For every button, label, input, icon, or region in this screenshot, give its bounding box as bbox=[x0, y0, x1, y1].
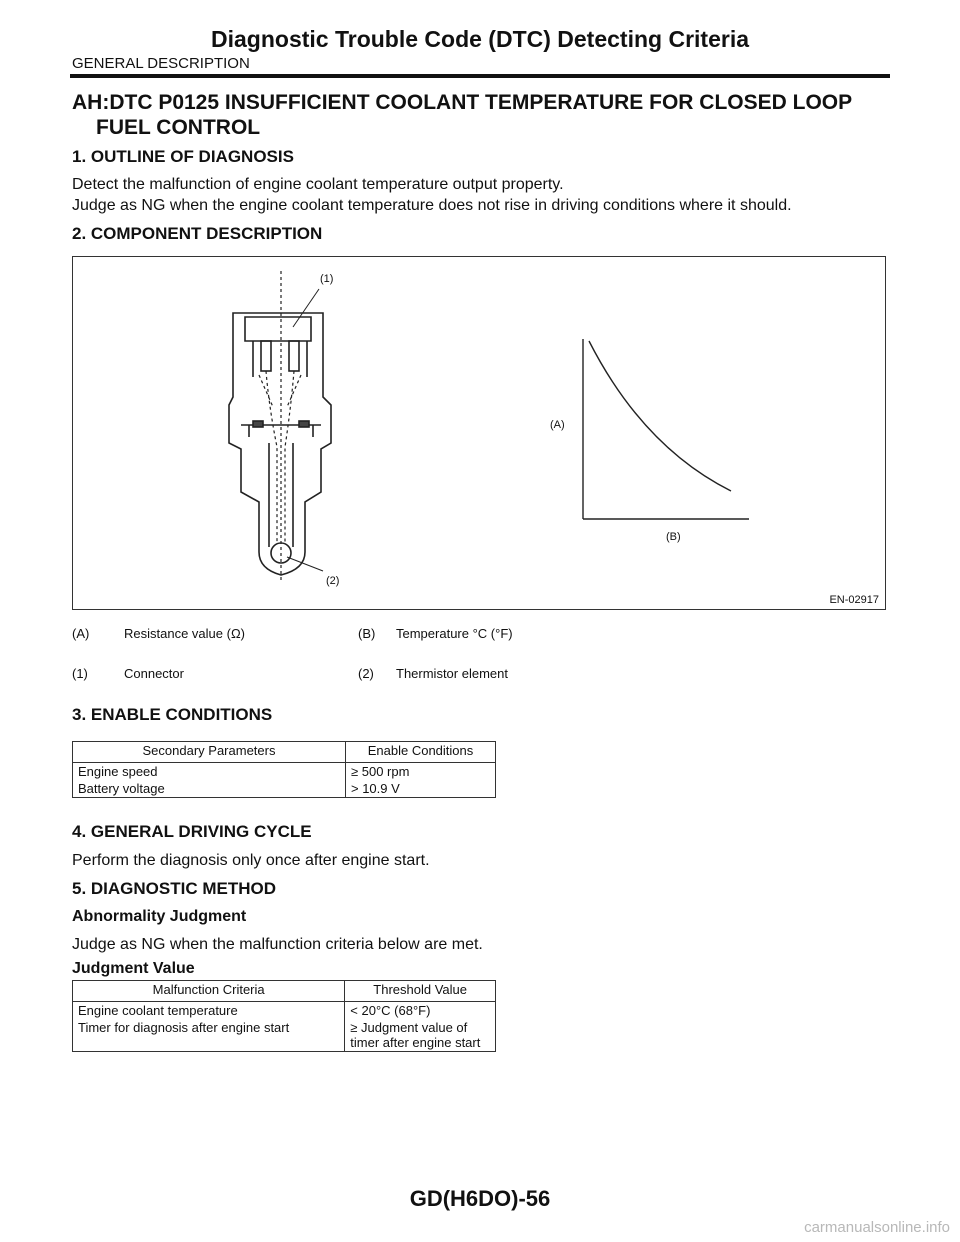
driving-cycle-text: Perform the diagnosis only once after engine start. bbox=[72, 852, 430, 869]
table-cell: Engine speed bbox=[73, 763, 346, 781]
page-number: GD(H6DO)-56 bbox=[409, 1186, 551, 1211]
component-heading: 2. COMPONENT DESCRIPTION bbox=[72, 224, 323, 243]
callout-2-leader bbox=[287, 557, 323, 571]
table-row bbox=[73, 780, 496, 798]
abnormality-heading: Abnormality Judgment bbox=[72, 908, 247, 925]
legend-label: Temperature °C (°F) bbox=[396, 626, 513, 641]
table-row bbox=[73, 1019, 496, 1052]
legend-row bbox=[72, 666, 772, 686]
table-header: Malfunction Criteria bbox=[73, 981, 345, 1002]
resistance-curve bbox=[589, 341, 731, 491]
outline-heading: 1. OUTLINE OF DIAGNOSIS bbox=[72, 147, 294, 166]
table-cell: Battery voltage bbox=[73, 780, 346, 798]
table-header: Enable Conditions bbox=[346, 742, 496, 763]
table-header-row bbox=[73, 742, 496, 763]
axis-b-label: (B) bbox=[666, 531, 681, 543]
dtc-title bbox=[72, 90, 902, 140]
enable-conditions-table bbox=[72, 741, 496, 798]
table-cell: < 20°C (68°F) bbox=[345, 1002, 496, 1020]
legend-key: (B) bbox=[358, 626, 376, 641]
abnormality-text: Judge as NG when the malfunction criteria below are met. bbox=[72, 936, 483, 953]
axis-a-label: (A) bbox=[550, 419, 565, 431]
table-header: Secondary Parameters bbox=[73, 742, 346, 763]
outline-line-2: Judge as NG when the engine coolant temperature does not rise in driving conditions where it should. bbox=[72, 197, 792, 214]
dtc-title-line1: AH:DTC P0125 INSUFFICIENT COOLANT TEMPERATURE FOR CLOSED LOOP bbox=[72, 91, 853, 114]
enable-heading: 3. ENABLE CONDITIONS bbox=[72, 705, 273, 724]
page-title: Diagnostic Trouble Code (DTC) Detecting Criteria bbox=[211, 26, 749, 52]
table-row bbox=[73, 763, 496, 781]
legend-label: Resistance value (Ω) bbox=[124, 626, 245, 641]
figure-code: EN-02917 bbox=[829, 594, 879, 606]
driving-cycle-heading: 4. GENERAL DRIVING CYCLE bbox=[72, 822, 312, 841]
table-cell: > 10.9 V bbox=[346, 780, 496, 798]
outline-line-1: Detect the malfunction of engine coolant temperature output property. bbox=[72, 176, 564, 193]
legend-key: (A) bbox=[72, 626, 90, 641]
table-cell: ≥ 500 rpm bbox=[346, 763, 496, 781]
table-cell: ≥ Judgment value of timer after engine start bbox=[345, 1019, 496, 1052]
section-subtitle: GENERAL DESCRIPTION bbox=[72, 55, 250, 72]
resistance-graph bbox=[583, 339, 749, 519]
callout-2-label: (2) bbox=[326, 575, 340, 587]
legend-label: Thermistor element bbox=[396, 666, 508, 681]
callout-1-label: (1) bbox=[320, 273, 334, 285]
component-figure bbox=[72, 256, 886, 610]
diagnostic-method-heading: 5. DIAGNOSTIC METHOD bbox=[72, 879, 277, 898]
legend-label: Connector bbox=[124, 666, 184, 681]
judgment-value-table bbox=[72, 980, 496, 1052]
sensor-illustration bbox=[73, 257, 885, 609]
header-rule bbox=[70, 74, 890, 78]
table-cell: Timer for diagnosis after engine start bbox=[73, 1019, 345, 1052]
table-header: Threshold Value bbox=[345, 981, 496, 1002]
outline-text bbox=[72, 174, 792, 216]
legend-key: (2) bbox=[358, 666, 374, 681]
table-row bbox=[73, 1002, 496, 1020]
legend-key: (1) bbox=[72, 666, 88, 681]
sensor-body bbox=[229, 313, 331, 575]
callout-1-leader bbox=[293, 289, 319, 327]
watermark: carmanualsonline.info bbox=[804, 1219, 950, 1236]
table-cell: Engine coolant temperature bbox=[73, 1002, 345, 1020]
table-header-row bbox=[73, 981, 496, 1002]
judgment-value-heading: Judgment Value bbox=[72, 960, 195, 977]
legend-row bbox=[72, 626, 772, 646]
dtc-title-line2: FUEL CONTROL bbox=[96, 116, 261, 139]
